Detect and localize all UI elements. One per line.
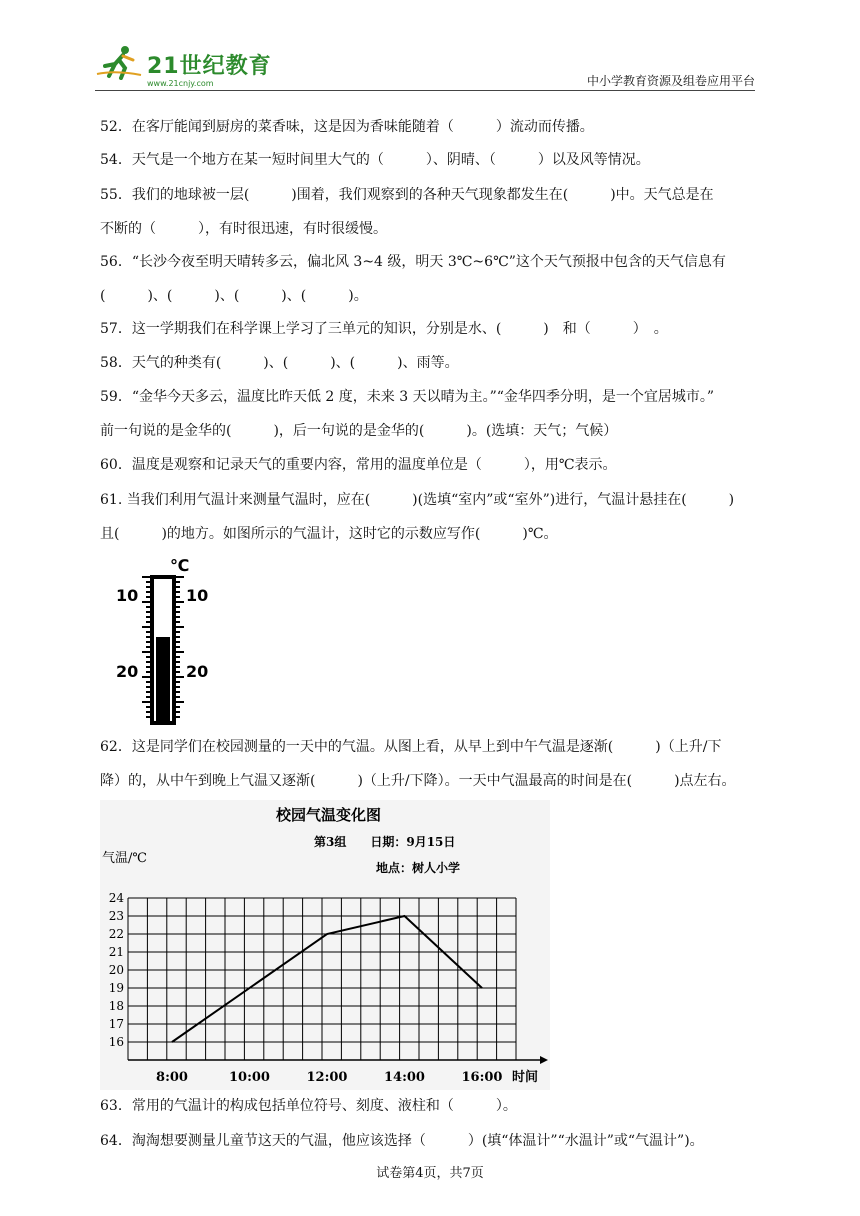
x-tick-label: 10:00 bbox=[229, 1070, 270, 1085]
chart-group-date: 第3组 日期：9月15日 bbox=[314, 835, 456, 849]
right-label-10: 10 bbox=[186, 586, 209, 605]
question-line: 不断的（ ），有时很迅速，有时很缓慢。 bbox=[100, 221, 387, 237]
logo-text: 21世纪教育 bbox=[147, 54, 272, 79]
x-tick-label: 12:00 bbox=[306, 1070, 348, 1085]
question-line: 59．“金华今天多云，温度比昨天低 2 度，未来 3 天以晴为主。”“金华四季分明，是一个宜居城市。” bbox=[100, 389, 715, 405]
question-56 bbox=[100, 253, 765, 305]
runner-logo-icon bbox=[95, 44, 143, 80]
question-line: 63．常用的气温计的构成包括单位符号、刻度、液柱和（ ）。 bbox=[100, 1098, 517, 1114]
question-54 bbox=[100, 151, 765, 169]
right-label-20: 20 bbox=[186, 662, 209, 681]
question-60 bbox=[100, 456, 765, 474]
y-tick-label: 16 bbox=[108, 1035, 124, 1049]
question-line: 60．温度是观察和记录天气的重要内容，常用的温度单位是（ ），用℃表示。 bbox=[100, 457, 617, 473]
question-line: 且( )的地方。如图所示的气温计，这时它的示数应写作( )℃。 bbox=[100, 526, 558, 542]
chart-title: 校园气温变化图 bbox=[276, 806, 382, 824]
thermometer-figure bbox=[110, 555, 210, 725]
page-footer: 试卷第4页，共7页 bbox=[376, 1166, 484, 1181]
y-tick-label: 18 bbox=[108, 999, 124, 1013]
logo bbox=[95, 44, 272, 80]
question-line: 64．淘淘想要测量儿童节这天的气温，他应该选择（ ）(填“体温计”“水温计”或“气温计”)。 bbox=[100, 1133, 704, 1149]
question-58 bbox=[100, 354, 765, 372]
question-line: ( )、( )、( )、( )。 bbox=[100, 288, 368, 304]
page-header bbox=[95, 44, 755, 92]
y-tick-label: 20 bbox=[108, 963, 124, 977]
y-tick-label: 21 bbox=[108, 945, 124, 959]
y-tick-labels bbox=[109, 891, 125, 1049]
question-52 bbox=[100, 118, 765, 136]
question-line: 前一句说的是金华的( )，后一句说的是金华的( )。(选填：天气；气候） bbox=[100, 423, 618, 439]
x-tick-label: 8:00 bbox=[156, 1070, 188, 1085]
thermometer-liquid bbox=[156, 637, 170, 721]
platform-name: 中小学教育资源及组卷应用平台 bbox=[586, 74, 755, 88]
chart-location: 地点：树人小学 bbox=[376, 861, 461, 875]
chart-grid bbox=[128, 898, 516, 1060]
thermometer-unit: ℃ bbox=[170, 556, 190, 575]
question-line: 55．我们的地球被一层( )围着，我们观察到的各种天气现象都发生在( )中。天气总是在 bbox=[100, 187, 714, 203]
x-axis-label: 时间 bbox=[512, 1070, 539, 1085]
x-tick-label: 16:00 bbox=[461, 1070, 503, 1085]
question-line: 58．天气的种类有( )、( )、( )、雨等。 bbox=[100, 355, 459, 371]
y-tick-label: 19 bbox=[108, 981, 124, 995]
header-divider bbox=[95, 90, 755, 91]
question-line: 62．这是同学们在校园测量的一天中的气温。从图上看，从早上到中午气温是逐渐( )（上升/下 bbox=[100, 739, 722, 755]
question-line: 56．“长沙今夜至明天晴转多云，偏北风 3~4 级，明天 3℃~6℃”这个天气预报中包含的天气信息有 bbox=[100, 254, 726, 270]
y-tick-label: 23 bbox=[108, 909, 124, 923]
y-tick-label: 17 bbox=[108, 1017, 124, 1031]
question-59 bbox=[100, 388, 765, 440]
y-tick-label: 22 bbox=[108, 927, 124, 941]
question-61 bbox=[100, 491, 765, 543]
question-line: 降）的，从中午到晚上气温又逐渐( )（上升/下降）。一天中气温最高的时间是在( )点左右。 bbox=[100, 773, 736, 789]
x-tick-label: 14:00 bbox=[384, 1070, 425, 1085]
logo-url: www.21cnjy.com bbox=[147, 79, 214, 88]
left-label-10: 10 bbox=[116, 586, 139, 605]
question-line: 52．在客厅能闻到厨房的菜香味，这是因为香味能随着（ ）流动而传播。 bbox=[100, 119, 594, 135]
question-63 bbox=[100, 1097, 765, 1115]
temperature-line-chart bbox=[100, 800, 560, 1090]
question-line: 57．这一学期我们在科学课上学习了三单元的知识，分别是水、( ) 和（ ） 。 bbox=[100, 321, 668, 337]
y-axis-label: 气温/℃ bbox=[102, 851, 147, 866]
question-62 bbox=[100, 738, 765, 790]
question-line: 54．天气是一个地方在某一短时间里大气的（ ）、阴晴、（ ）以及风等情况。 bbox=[100, 152, 650, 168]
question-55 bbox=[100, 186, 765, 238]
question-64 bbox=[100, 1132, 765, 1150]
question-line: 61. 当我们利用气温计来测量气温时，应在( )(选填“室内”或“室外”)进行，气温计悬挂在( ) bbox=[100, 492, 735, 508]
question-57 bbox=[100, 320, 765, 338]
left-label-20: 20 bbox=[116, 662, 139, 681]
y-tick-label: 24 bbox=[108, 891, 124, 905]
